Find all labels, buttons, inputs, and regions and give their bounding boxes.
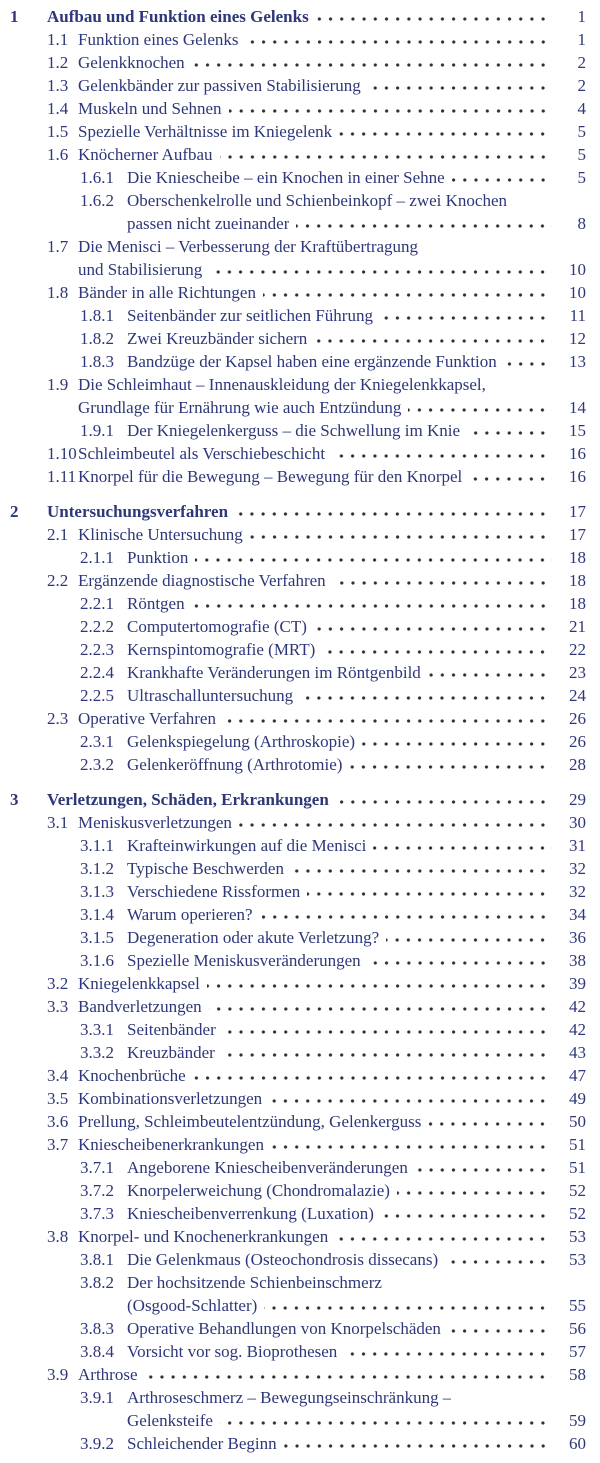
dot-leader xyxy=(380,306,552,321)
entry-title: Röntgen xyxy=(127,594,185,613)
entry-title: Bandverletzungen xyxy=(78,997,202,1016)
entry-number: 3.3 xyxy=(47,997,69,1016)
dot-leader xyxy=(209,997,552,1012)
page-number: 30 xyxy=(569,813,586,832)
entry-title: Seitenbänder zur seitlichen Führung xyxy=(127,306,373,325)
entry-number: 1.6.2 xyxy=(80,191,114,210)
page-number: 5 xyxy=(577,168,586,187)
page-number: 22 xyxy=(569,640,586,659)
entry-number: 1.6 xyxy=(47,145,69,164)
entry-number: 3.7 xyxy=(47,1135,69,1154)
dot-leader xyxy=(336,790,552,805)
toc-entry xyxy=(0,594,600,617)
toc-entry xyxy=(0,1342,600,1365)
toc-entry xyxy=(0,168,600,191)
dot-leader xyxy=(368,951,552,966)
page-number: 42 xyxy=(569,1020,586,1039)
toc-entry xyxy=(0,375,600,398)
entry-number: 1.11 xyxy=(47,467,77,486)
dot-leader xyxy=(195,548,552,563)
page-number: 36 xyxy=(569,928,586,947)
entry-number: 3 xyxy=(10,790,19,809)
dot-leader xyxy=(209,260,552,275)
entry-number: 2.2.5 xyxy=(80,686,114,705)
dot-leader xyxy=(239,813,552,828)
page-number: 55 xyxy=(569,1296,586,1315)
entry-title: Operative Verfahren xyxy=(78,709,216,728)
entry-title: Kniescheibenverrenkung (Luxation) xyxy=(127,1204,374,1223)
toc-entry xyxy=(0,122,600,145)
entry-title: und Stabilisierung xyxy=(78,260,203,279)
toc-entry xyxy=(0,1204,600,1227)
toc-entry xyxy=(0,398,600,421)
dot-leader xyxy=(307,882,552,897)
toc-entry xyxy=(0,1181,600,1204)
entry-number: 3.7.2 xyxy=(80,1181,114,1200)
toc-entry xyxy=(0,329,600,352)
toc-entry xyxy=(0,1365,600,1388)
entry-title: Krafteinwirkungen auf die Menisci xyxy=(127,836,367,855)
dot-leader xyxy=(314,617,552,632)
page-number: 39 xyxy=(569,974,586,993)
entry-title: Schleichender Beginn xyxy=(127,1434,277,1453)
page-number: 23 xyxy=(569,663,586,682)
dot-leader xyxy=(368,76,552,91)
page-number: 47 xyxy=(569,1066,586,1085)
entry-title: Kombinationsverletzungen xyxy=(78,1089,263,1108)
entry-number: 3.9 xyxy=(47,1365,69,1384)
dot-leader xyxy=(469,467,552,482)
entry-title: Computertomografie (CT) xyxy=(127,617,307,636)
page-number: 18 xyxy=(569,571,586,590)
page-number: 43 xyxy=(569,1043,586,1062)
entry-number: 2 xyxy=(10,502,19,521)
toc-entry xyxy=(0,306,600,329)
dot-leader xyxy=(296,214,552,229)
entry-title: Operative Behandlungen von Knorpelschäden xyxy=(127,1319,441,1338)
page-number: 21 xyxy=(569,617,586,636)
entry-title: Ergänzende diagnostische Verfahren xyxy=(78,571,326,590)
page-number: 28 xyxy=(569,755,586,774)
toc-entry xyxy=(0,525,600,548)
page-number: 15 xyxy=(569,421,586,440)
entry-number: 3.8.3 xyxy=(80,1319,114,1338)
toc-entry xyxy=(0,882,600,905)
dot-leader xyxy=(349,755,552,770)
entry-title: Prellung, Schleimbeutelentzündung, Gelenkerguss xyxy=(78,1112,422,1131)
entry-title: Knorpel- und Knochenerkrankungen xyxy=(78,1227,329,1246)
entry-number: 2.3 xyxy=(47,709,69,728)
dot-leader xyxy=(193,1066,552,1081)
entry-number: 3.1.6 xyxy=(80,951,114,970)
entry-title: Knorpel für die Bewegung – Bewegung für den Knorpel xyxy=(78,467,463,486)
entry-title: Schleimbeutel als Verschiebeschicht xyxy=(78,444,326,463)
toc-entry xyxy=(0,928,600,951)
entry-number: 2.1 xyxy=(47,525,69,544)
dot-leader xyxy=(322,640,552,655)
toc-entry xyxy=(0,1135,600,1158)
entry-title: Arthrose xyxy=(78,1365,138,1384)
page-number: 32 xyxy=(569,859,586,878)
toc-entry xyxy=(0,1020,600,1043)
entry-title: Gelenkknochen xyxy=(78,53,185,72)
entry-number: 3.7.3 xyxy=(80,1204,114,1223)
entry-number: 2.2.1 xyxy=(80,594,114,613)
page-number: 58 xyxy=(569,1365,586,1384)
entry-title: Punktion xyxy=(127,548,189,567)
entry-number: 1.10 xyxy=(47,444,77,463)
dot-leader xyxy=(300,686,552,701)
page-number: 1 xyxy=(577,30,586,49)
page-number: 31 xyxy=(569,836,586,855)
entry-title: Klinische Untersuchung xyxy=(78,525,243,544)
entry-number: 1.5 xyxy=(47,122,69,141)
page-number: 51 xyxy=(569,1135,586,1154)
page-number: 12 xyxy=(569,329,586,348)
entry-number: 3.3.2 xyxy=(80,1043,114,1062)
toc-entry xyxy=(0,260,600,283)
entry-number: 3.5 xyxy=(47,1089,69,1108)
toc-entry xyxy=(0,617,600,640)
entry-title: Knöcherner Aufbau xyxy=(78,145,213,164)
toc-entry xyxy=(0,53,600,76)
entry-number: 1.8.3 xyxy=(80,352,114,371)
page-number: 56 xyxy=(569,1319,586,1338)
entry-title: Der Kniegelenkerguss – die Schwellung im Knie xyxy=(127,421,461,440)
dot-leader xyxy=(448,1319,552,1334)
entry-title: (Osgood-Schlatter) xyxy=(127,1296,258,1315)
page-number: 38 xyxy=(569,951,586,970)
dot-leader xyxy=(223,1020,552,1035)
page-number: 50 xyxy=(569,1112,586,1131)
entry-title: Spezielle Meniskusveränderungen xyxy=(127,951,361,970)
entry-title: Vorsicht vor sog. Bioprothesen xyxy=(127,1342,338,1361)
page-number: 32 xyxy=(569,882,586,901)
entry-title: Bänder in alle Richtungen xyxy=(78,283,256,302)
page-number: 2 xyxy=(577,76,586,95)
toc-entry xyxy=(0,1066,600,1089)
entry-title: Die Gelenkmaus (Osteochondrosis dissecans) xyxy=(127,1250,439,1269)
entry-title: Der hochsitzende Schienbeinschmerz xyxy=(127,1273,382,1292)
page-number: 51 xyxy=(569,1158,586,1177)
entry-number: 2.2.3 xyxy=(80,640,114,659)
page-number: 10 xyxy=(569,260,586,279)
page-number: 59 xyxy=(569,1411,586,1430)
dot-leader xyxy=(192,594,552,609)
dot-leader xyxy=(260,905,552,920)
entry-title: Warum operieren? xyxy=(127,905,253,924)
dot-leader xyxy=(144,1365,552,1380)
page-number: 53 xyxy=(569,1250,586,1269)
entry-number: 1.9 xyxy=(47,375,69,394)
dot-leader xyxy=(284,1434,552,1449)
toc-entry xyxy=(0,421,600,444)
entry-number: 3.8.2 xyxy=(80,1273,114,1292)
page-number: 18 xyxy=(569,594,586,613)
entry-number: 3.1 xyxy=(47,813,69,832)
toc-entry xyxy=(0,974,600,997)
toc-entry xyxy=(0,836,600,859)
toc-entry xyxy=(0,191,600,214)
entry-number: 3.4 xyxy=(47,1066,69,1085)
dot-leader xyxy=(269,1089,552,1104)
entry-title: Ultraschalluntersuchung xyxy=(127,686,294,705)
entry-title: Meniskusverletzungen xyxy=(78,813,232,832)
dot-leader xyxy=(428,1112,552,1127)
dot-leader xyxy=(291,859,552,874)
toc-entry xyxy=(0,352,600,375)
entry-title: Untersuchungsverfahren xyxy=(47,502,229,521)
entry-title: Verletzungen, Schäden, Erkrankungen xyxy=(47,790,329,809)
toc-entry xyxy=(0,732,600,755)
toc-entry xyxy=(0,7,600,30)
entry-number: 3.1.3 xyxy=(80,882,114,901)
dot-leader xyxy=(428,663,552,678)
page-number: 10 xyxy=(569,283,586,302)
entry-number: 3.2 xyxy=(47,974,69,993)
entry-number: 1.3 xyxy=(47,76,69,95)
toc-entry xyxy=(0,1388,600,1411)
dot-leader xyxy=(339,122,552,137)
page-number: 11 xyxy=(569,306,586,325)
entry-number: 3.8 xyxy=(47,1227,69,1246)
entry-number: 3.3.1 xyxy=(80,1020,114,1039)
dot-leader xyxy=(314,329,552,344)
toc-entry xyxy=(0,1043,600,1066)
toc-entry xyxy=(0,283,600,306)
toc-entry xyxy=(0,1250,600,1273)
entry-title: Die Menisci – Verbesserung der Kraftübertragung xyxy=(78,237,419,256)
entry-title: Spezielle Verhältnisse im Kniegelenk xyxy=(78,122,333,141)
entry-number: 1.8 xyxy=(47,283,69,302)
page-number: 57 xyxy=(569,1342,586,1361)
page-number: 17 xyxy=(569,525,586,544)
toc-entry xyxy=(0,709,600,732)
toc-entry xyxy=(0,237,600,260)
page-number: 49 xyxy=(569,1089,586,1108)
entry-number: 1 xyxy=(10,7,19,26)
dot-leader xyxy=(220,1411,552,1426)
dot-leader xyxy=(344,1342,552,1357)
dot-leader xyxy=(271,1135,552,1150)
toc-entry xyxy=(0,214,600,237)
toc-entry xyxy=(0,997,600,1020)
dot-leader xyxy=(333,571,552,586)
page-number: 52 xyxy=(569,1204,586,1223)
dot-leader xyxy=(263,283,552,298)
toc-entry xyxy=(0,1319,600,1342)
page-number: 8 xyxy=(577,214,586,233)
toc-entry xyxy=(0,99,600,122)
entry-number: 3.8.1 xyxy=(80,1250,114,1269)
entry-number: 1.6.1 xyxy=(80,168,114,187)
toc-entry xyxy=(0,790,600,813)
dot-leader xyxy=(192,53,552,68)
dot-leader xyxy=(362,732,552,747)
page-number: 16 xyxy=(569,444,586,463)
toc-entry xyxy=(0,905,600,928)
entry-title: Zwei Kreuzbänder sichern xyxy=(127,329,308,348)
entry-number: 2.2 xyxy=(47,571,69,590)
dot-leader xyxy=(246,30,552,45)
toc-entry xyxy=(0,686,600,709)
toc-entry xyxy=(0,502,600,525)
page-number: 5 xyxy=(577,145,586,164)
toc-entry xyxy=(0,1296,600,1319)
entry-number: 3.7.1 xyxy=(80,1158,114,1177)
toc-entry xyxy=(0,663,600,686)
dot-leader xyxy=(373,836,552,851)
dot-leader xyxy=(408,398,552,413)
entry-number: 1.8.1 xyxy=(80,306,114,325)
entry-number: 2.3.1 xyxy=(80,732,114,751)
entry-number: 3.6 xyxy=(47,1112,69,1131)
entry-number: 3.1.4 xyxy=(80,905,114,924)
toc-entry xyxy=(0,444,600,467)
entry-title: Kniegelenkkapsel xyxy=(78,974,200,993)
entry-title: Knochenbrüche xyxy=(78,1066,186,1085)
entry-number: 1.8.2 xyxy=(80,329,114,348)
toc-entry xyxy=(0,76,600,99)
toc-entry xyxy=(0,1434,600,1457)
toc-entry xyxy=(0,30,600,53)
entry-number: 3.1.2 xyxy=(80,859,114,878)
entry-title: Oberschenkelrolle und Schienbeinkopf – zwei Knochen xyxy=(127,191,508,210)
dot-leader xyxy=(467,421,552,436)
toc-entry xyxy=(0,1273,600,1296)
entry-number: 1.1 xyxy=(47,30,69,49)
entry-number: 3.8.4 xyxy=(80,1342,114,1361)
dot-leader xyxy=(264,1296,552,1311)
entry-title: Angeborene Kniescheibenveränderungen xyxy=(127,1158,408,1177)
page-number: 5 xyxy=(577,122,586,141)
toc-entry xyxy=(0,640,600,663)
toc-entry xyxy=(0,951,600,974)
page-number: 26 xyxy=(569,709,586,728)
entry-title: Grundlage für Ernährung wie auch Entzündung xyxy=(78,398,402,417)
entry-title: Gelenksteife xyxy=(127,1411,213,1430)
dot-leader xyxy=(386,928,552,943)
dot-leader xyxy=(397,1181,552,1196)
page-number: 14 xyxy=(569,398,586,417)
entry-title: Funktion eines Gelenks xyxy=(78,30,239,49)
dot-leader xyxy=(335,1227,552,1242)
dot-leader xyxy=(222,1043,552,1058)
entry-title: Aufbau und Funktion eines Gelenks xyxy=(47,7,309,26)
entry-title: Kreuzbänder xyxy=(127,1043,215,1062)
entry-number: 2.1.1 xyxy=(80,548,114,567)
entry-title: passen nicht zueinander xyxy=(127,214,290,233)
dot-leader xyxy=(316,7,552,22)
entry-title: Gelenkspiegelung (Arthroskopie) xyxy=(127,732,356,751)
dot-leader xyxy=(229,99,552,114)
entry-title: Muskeln und Sehnen xyxy=(78,99,222,118)
entry-title: Typische Beschwerden xyxy=(127,859,284,878)
page-number: 52 xyxy=(569,1181,586,1200)
entry-number: 2.2.2 xyxy=(80,617,114,636)
entry-number: 3.9.2 xyxy=(80,1434,114,1453)
dot-leader xyxy=(332,444,552,459)
page-number: 1 xyxy=(577,7,586,26)
page-number: 24 xyxy=(569,686,586,705)
page-number: 4 xyxy=(577,99,586,118)
page-number: 18 xyxy=(569,548,586,567)
entry-number: 1.4 xyxy=(47,99,69,118)
page-number: 13 xyxy=(569,352,586,371)
page-number: 2 xyxy=(577,53,586,72)
toc-entry xyxy=(0,1158,600,1181)
page-number: 17 xyxy=(569,502,586,521)
toc-entry xyxy=(0,1089,600,1112)
entry-number: 1.9.1 xyxy=(80,421,114,440)
entry-title: Knorpelerweichung (Chondromalazie) xyxy=(127,1181,390,1200)
entry-title: Degeneration oder akute Verletzung? xyxy=(127,928,380,947)
page-number: 26 xyxy=(569,732,586,751)
toc-entry xyxy=(0,1411,600,1434)
toc-entry xyxy=(0,145,600,168)
page-number: 42 xyxy=(569,997,586,1016)
page-number: 16 xyxy=(569,467,586,486)
page-number: 60 xyxy=(569,1434,586,1453)
dot-leader xyxy=(381,1204,552,1219)
entry-number: 3.1.5 xyxy=(80,928,114,947)
dot-leader xyxy=(504,352,552,367)
page-number: 29 xyxy=(569,790,586,809)
toc-entry xyxy=(0,859,600,882)
entry-number: 1.7 xyxy=(47,237,69,256)
page-number: 53 xyxy=(569,1227,586,1246)
dot-leader xyxy=(207,974,552,989)
entry-number: 1.2 xyxy=(47,53,69,72)
table-of-contents xyxy=(0,7,600,1457)
entry-title: Die Kniescheibe – ein Knochen in einer Sehne xyxy=(127,168,445,187)
dot-leader xyxy=(452,168,552,183)
entry-number: 3.1.1 xyxy=(80,836,114,855)
dot-leader xyxy=(415,1158,552,1173)
toc-entry xyxy=(0,571,600,594)
dot-leader xyxy=(223,709,552,724)
entry-number: 2.2.4 xyxy=(80,663,114,682)
dot-leader xyxy=(250,525,552,540)
toc-entry xyxy=(0,1112,600,1135)
toc-entry xyxy=(0,1227,600,1250)
entry-title: Krankhafte Veränderungen im Röntgenbild xyxy=(127,663,421,682)
entry-title: Die Schleimhaut – Innenauskleidung der Kniegelenkkapsel, xyxy=(78,375,486,394)
entry-title: Arthroseschmerz – Bewegungseinschränkung – xyxy=(127,1388,452,1407)
toc-entry xyxy=(0,813,600,836)
toc-entry xyxy=(0,548,600,571)
dot-leader xyxy=(445,1250,552,1265)
dot-leader xyxy=(235,502,552,517)
entry-title: Verschiedene Rissformen xyxy=(127,882,301,901)
dot-leader xyxy=(220,145,552,160)
page-number: 34 xyxy=(569,905,586,924)
entry-title: Bandzüge der Kapsel haben eine ergänzende Funktion xyxy=(127,352,497,371)
toc-entry xyxy=(0,467,600,490)
entry-number: 2.3.2 xyxy=(80,755,114,774)
entry-title: Kernspintomografie (MRT) xyxy=(127,640,316,659)
entry-title: Gelenkbänder zur passiven Stabilisierung xyxy=(78,76,361,95)
entry-title: Kniescheibenerkrankungen xyxy=(78,1135,264,1154)
entry-number: 3.9.1 xyxy=(80,1388,114,1407)
entry-title: Seitenbänder xyxy=(127,1020,216,1039)
entry-title: Gelenkeröffnung (Arthrotomie) xyxy=(127,755,343,774)
toc-entry xyxy=(0,755,600,778)
